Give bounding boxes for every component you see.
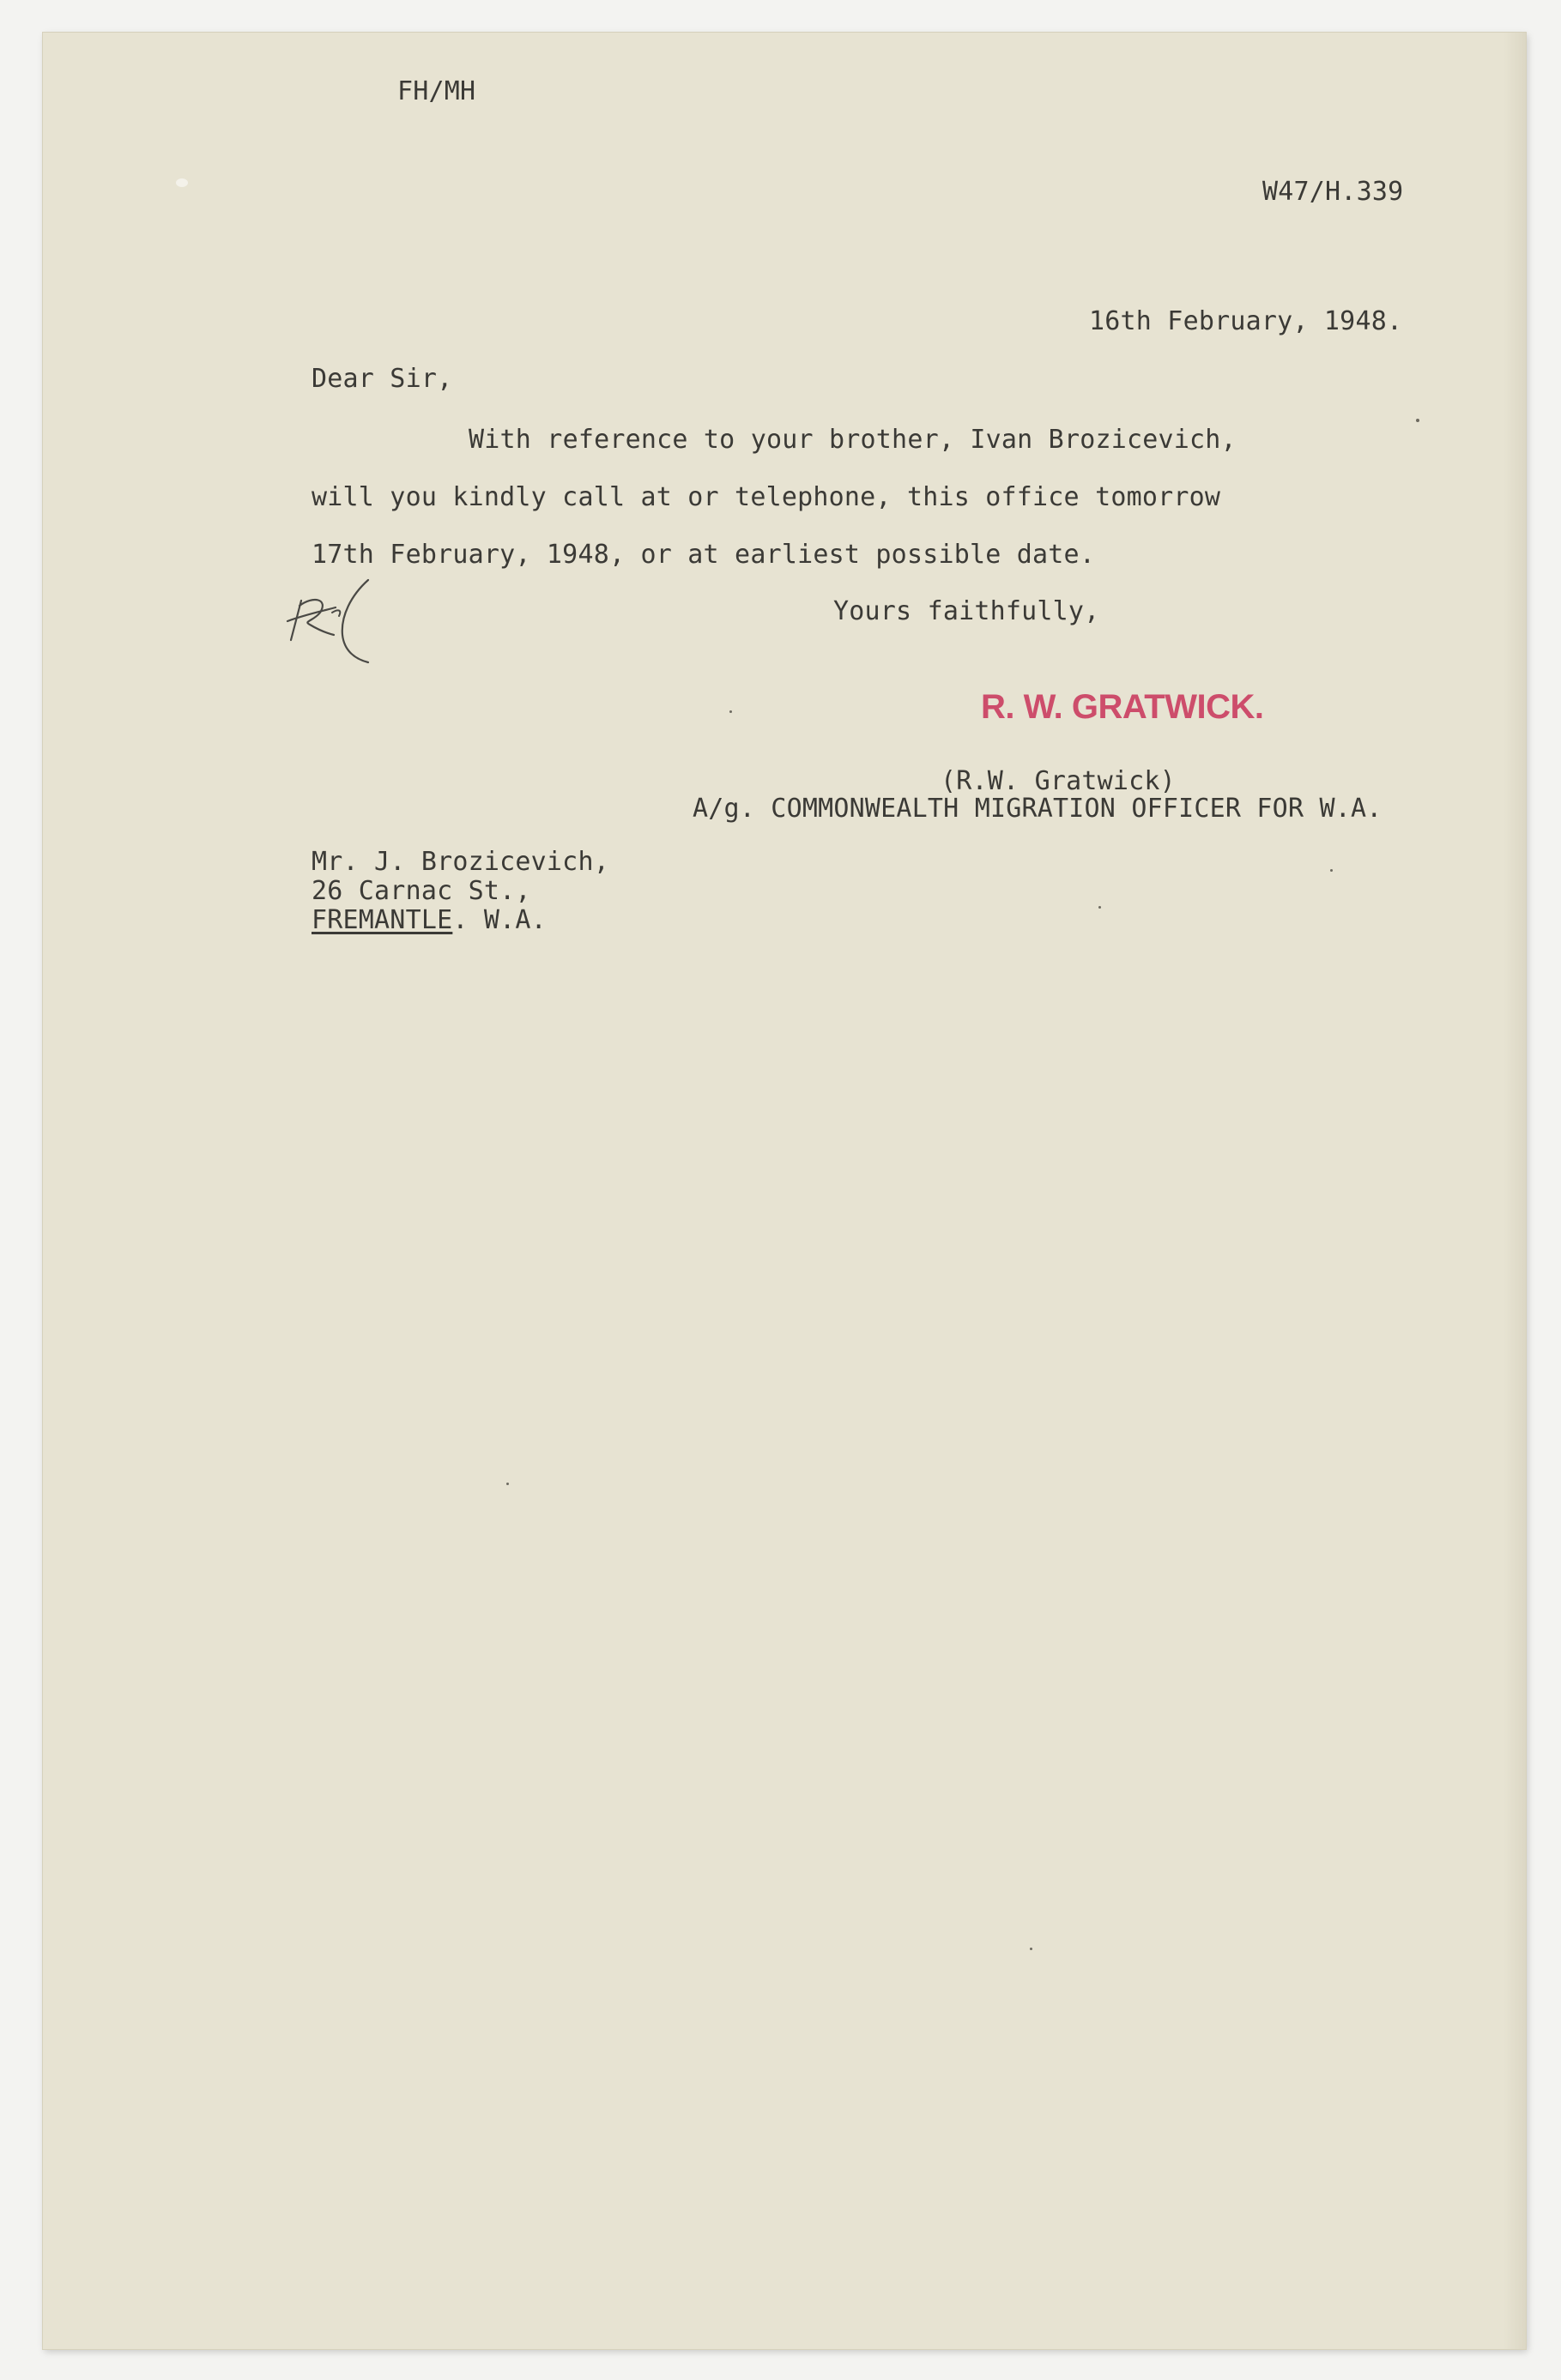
- paper-speck: [1030, 1948, 1032, 1950]
- salutation: Dear Sir,: [312, 364, 453, 394]
- paper-speck: [1416, 419, 1419, 422]
- handwritten-initials-mark: [286, 573, 380, 667]
- typist-initials: FH/MH: [397, 76, 476, 106]
- paper-speck: [506, 1483, 509, 1485]
- signatory-title: A/g. COMMONWEALTH MIGRATION OFFICER FOR W.A.: [693, 794, 1383, 824]
- body-line-1: With reference to your brother, Ivan Brozicevich,: [469, 425, 1237, 455]
- recipient-city-line: [312, 906, 547, 935]
- recipient-state: . W.A.: [452, 905, 547, 935]
- paper-speck: [1098, 906, 1101, 909]
- paper-speck: [729, 710, 732, 713]
- signatory-name: (R.W. Gratwick): [941, 766, 1176, 796]
- body-line-2: will you kindly call at or telephone, this office tomorrow: [312, 482, 1221, 512]
- recipient-street: 26 Carnac St.,: [312, 876, 531, 906]
- letter-date: 16th February, 1948.: [1089, 306, 1403, 336]
- recipient-name: Mr. J. Brozicevich,: [312, 847, 609, 877]
- paper-speck: [1330, 869, 1333, 872]
- signature-stamp: R. W. GRATWICK.: [981, 688, 1264, 726]
- reference-number: W47/H.339: [1262, 177, 1404, 207]
- body-line-3: 17th February, 1948, or at earliest possible date.: [312, 540, 1096, 570]
- closing: Yours faithfully,: [833, 596, 1100, 626]
- paper-speck: [176, 178, 188, 187]
- letter-page: [43, 33, 1526, 2349]
- recipient-city: FREMANTLE: [312, 905, 453, 935]
